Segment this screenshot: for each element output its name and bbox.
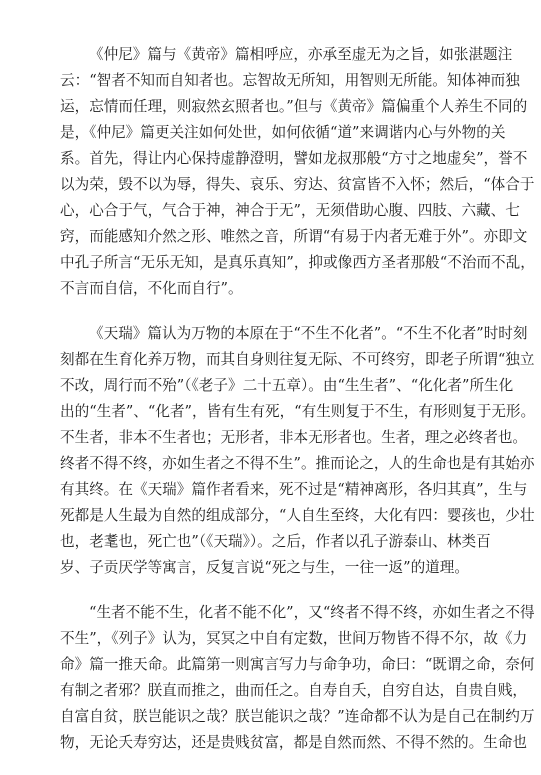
text-line: 《天瑞》篇认为万物的本原在于“不生不化者”。“不生不化者”时时刻 (89, 325, 528, 342)
text-line: 也，老耄也，死亡也”（《天瑞》）。之后，作者以孔子游泰山、林类百 (60, 533, 491, 550)
document-page (60, 42, 536, 775)
text-line: 有制之者邪？朕直而推之，曲而任之。自寿自夭，自穷自达，自贵自贱， (60, 682, 528, 699)
text-line: 《仲尼》篇与《黄帝》篇相呼应，亦承至虚无为之旨，如张湛题注 (89, 46, 513, 63)
text-line: 心，心合于气，气合于神，神合于无”，无须借助心腹、四肢、六藏、七 (60, 202, 520, 219)
text-line: 刻都在生育化养万物，而其自身则往复无际、不可终穷，即老子所谓“独立 (60, 351, 535, 368)
text-line: 死都是人生最为自然的组成部分，“人自生至终，大化有四：婴孩也，少壮 (60, 507, 535, 524)
paragraph-tianrui (60, 321, 536, 581)
text-line: 自富自贫，朕岂能识之哉？朕岂能识之哉？”连命都不认为是自己在制约万 (60, 708, 535, 725)
text-line: 云：“智者不知而自知者也。忘智故无所知，用智则无所能。知体神而独 (60, 72, 520, 89)
text-line: 物，无论夭寿穷达，还是贵贱贫富，都是自然而然、不得不然的。生命也 (60, 734, 528, 751)
text-line: 岁、子贡厌学等寓言，反复言说“死之与生，一往一返”的道理。 (60, 559, 469, 576)
text-line: 以为荣，毁不以为辱，得失、哀乐、穷达、贫富皆不入怀；然后，“体合于 (60, 176, 535, 193)
text-line: 系。首先，得让内心保持虚静澄明，譬如龙叔那般“方寸之地虚矣”，誉不 (60, 150, 528, 167)
text-line: 不言而自信，不化而自行”。 (60, 280, 243, 297)
paragraph-zhongni (60, 42, 535, 302)
text-line: 终者不得不终，亦如生者之不得不生”。推而论之，人的生命也是有其始亦 (60, 455, 535, 472)
paragraph-liming (60, 600, 535, 756)
text-line: 出的“生者”、“化者”，皆有生有死，“有生则复于不生，有形则复于无形。 (60, 403, 536, 420)
text-line: 运，忘情而任理，则寂然玄照者也。”但与《黄帝》篇偏重个人养生不同的 (60, 98, 528, 115)
text-line: 窍，而能感知介然之形、唯然之音，所谓“有易于内者无难于外”。亦即文 (60, 228, 528, 245)
text-line: 不生者，非本不生者也；无形者，非本无形者也。生者，理之必终者也。 (60, 429, 528, 446)
text-line: 是，《仲尼》篇更关注如何处世，如何依循“道”来调谐内心与外物的关 (60, 124, 506, 141)
text-line: 不改，周行而不殆”（《老子》二十五章）。由“生生者”、“化化者”所生化 (60, 377, 514, 394)
text-line: “生者不能不生，化者不能不化”，又“终者不得不终，亦如生者之不得 (89, 604, 535, 621)
text-line: 不生”，《列子》认为，冥冥之中自有定数，世间万物皆不得不尔，故《力 (60, 630, 528, 647)
text-line: 有其终。在《天瑞》篇作者看来，死不过是“精神离形，各归其真”，生与 (60, 481, 528, 498)
text-line: 命》篇一推天命。此篇第一则寓言写力与命争功，命曰：“既谓之命，奈何 (60, 656, 535, 673)
text-line: 中孔子所言“无乐无知，是真乐真知”，抑或像西方圣者那般“不治而不乱， (60, 254, 535, 271)
